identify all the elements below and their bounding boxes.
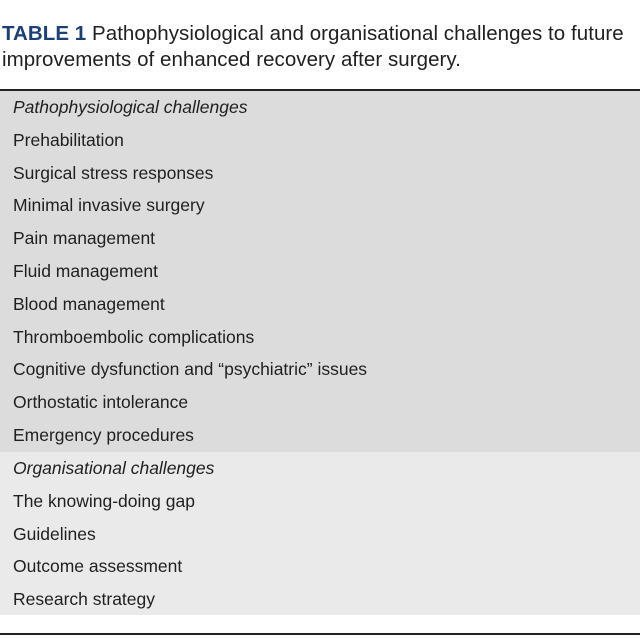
- table-caption: [2, 21, 632, 73]
- table-row: Cognitive dysfunction and “psychiatric” issues: [13, 359, 368, 380]
- table-row: Pain management: [13, 228, 156, 249]
- table-bottom-rule: [0, 633, 640, 635]
- table-row: Guidelines: [13, 523, 96, 544]
- organisational-section: [0, 452, 640, 615]
- table-row: Surgical stress responses: [13, 162, 214, 183]
- table-row: Fluid management: [13, 260, 158, 281]
- table-title: Pathophysiological and organisational challenges to future improvements of enhanced recovery after surgery.: [2, 22, 624, 71]
- table-row: Prehabilitation: [13, 129, 124, 150]
- table-row: Emergency procedures: [13, 424, 194, 445]
- table-row: Minimal invasive surgery: [13, 195, 205, 216]
- pathophysiological-section: [0, 91, 640, 452]
- table-row: Thromboembolic complications: [13, 326, 255, 347]
- table-row: Outcome assessment: [13, 556, 183, 577]
- table-row: Blood management: [13, 293, 165, 314]
- section-heading-pathophysiological: Pathophysiological challenges: [13, 97, 248, 117]
- section-heading-organisational: Organisational challenges: [13, 458, 215, 478]
- table-row: The knowing-doing gap: [13, 490, 195, 511]
- table-row: Research strategy: [13, 589, 156, 610]
- table-label: TABLE 1: [2, 22, 87, 45]
- table-row: Orthostatic intolerance: [13, 392, 189, 413]
